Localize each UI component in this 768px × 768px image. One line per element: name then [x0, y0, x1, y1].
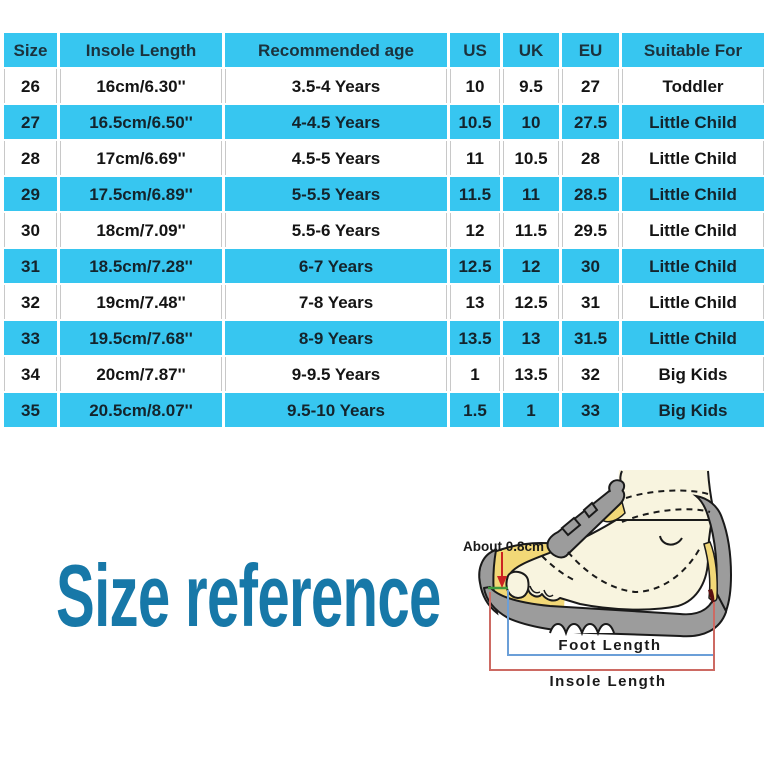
table-cell: 11 [503, 177, 559, 211]
table-cell: 8-9 Years [225, 321, 447, 355]
table-cell: 1 [450, 357, 500, 391]
table-cell: 27 [562, 69, 619, 103]
column-header: Recommended age [225, 33, 447, 67]
table-row [4, 105, 764, 139]
table-cell: 16cm/6.30'' [60, 69, 222, 103]
table-cell: 3.5-4 Years [225, 69, 447, 103]
table-cell: 12.5 [450, 249, 500, 283]
column-header: Size [4, 33, 57, 67]
table-row [4, 357, 764, 391]
gap-label: About 0.8cm [463, 539, 545, 554]
table-cell: 1 [503, 393, 559, 427]
column-header: Insole Length [60, 33, 222, 67]
table-row [4, 213, 764, 247]
table-cell: Big Kids [622, 393, 764, 427]
table-cell: Little Child [622, 285, 764, 319]
table-cell: Little Child [622, 105, 764, 139]
table-cell: 9.5 [503, 69, 559, 103]
table-cell: 12 [450, 213, 500, 247]
table-cell: 20.5cm/8.07'' [60, 393, 222, 427]
table-row [4, 69, 764, 103]
table-cell: 10 [503, 105, 559, 139]
table-cell: 35 [4, 393, 57, 427]
table-cell: 19cm/7.48'' [60, 285, 222, 319]
foot-illustration [506, 520, 712, 610]
table-cell: 32 [562, 357, 619, 391]
table-cell: 6-7 Years [225, 249, 447, 283]
table-cell: 28.5 [562, 177, 619, 211]
table-cell: 16.5cm/6.50'' [60, 105, 222, 139]
table-cell: 13 [503, 321, 559, 355]
table-cell: 9-9.5 Years [225, 357, 447, 391]
table-cell: 17cm/6.69'' [60, 141, 222, 175]
table-cell: 11 [450, 141, 500, 175]
table-cell: 10.5 [503, 141, 559, 175]
table-cell: 30 [562, 249, 619, 283]
table-cell: 18.5cm/7.28'' [60, 249, 222, 283]
table-cell: 1.5 [450, 393, 500, 427]
table-header-row [4, 33, 764, 67]
table-cell: 5.5-6 Years [225, 213, 447, 247]
table-cell: 4.5-5 Years [225, 141, 447, 175]
table-cell: 29.5 [562, 213, 619, 247]
table-cell: Little Child [622, 249, 764, 283]
table-cell: 20cm/7.87'' [60, 357, 222, 391]
table-row [4, 321, 764, 355]
table-cell: 27 [4, 105, 57, 139]
table-cell: 33 [4, 321, 57, 355]
table-row [4, 177, 764, 211]
table-cell: 11.5 [503, 213, 559, 247]
table-cell: 13 [450, 285, 500, 319]
table-cell: 18cm/7.09'' [60, 213, 222, 247]
table-cell: Little Child [622, 213, 764, 247]
table-cell: Toddler [622, 69, 764, 103]
table-cell: 34 [4, 357, 57, 391]
table-cell: 12.5 [503, 285, 559, 319]
table-cell: 31.5 [562, 321, 619, 355]
table-cell: 28 [562, 141, 619, 175]
table-row [4, 285, 764, 319]
table-cell: 27.5 [562, 105, 619, 139]
table-cell: 13.5 [450, 321, 500, 355]
table-cell: 17.5cm/6.89'' [60, 177, 222, 211]
leg-illustration [616, 470, 714, 520]
table-cell: Little Child [622, 177, 764, 211]
table-cell: 5-5.5 Years [225, 177, 447, 211]
table-cell: 32 [4, 285, 57, 319]
table-row [4, 393, 764, 427]
size-reference-title: Size reference [56, 546, 441, 645]
table-cell: 11.5 [450, 177, 500, 211]
table-body [4, 69, 764, 427]
table-row [4, 141, 764, 175]
column-header: US [450, 33, 500, 67]
table-cell: 31 [4, 249, 57, 283]
table-cell: 19.5cm/7.68'' [60, 321, 222, 355]
table-row [4, 249, 764, 283]
table-cell: 28 [4, 141, 57, 175]
table-cell: 30 [4, 213, 57, 247]
column-header: EU [562, 33, 619, 67]
column-header: UK [503, 33, 559, 67]
column-header: Suitable For [622, 33, 764, 67]
table-cell: 31 [562, 285, 619, 319]
foot-length-label: Foot Length [558, 637, 662, 654]
table-cell: 7-8 Years [225, 285, 447, 319]
table-cell: 13.5 [503, 357, 559, 391]
table-cell: 9.5-10 Years [225, 393, 447, 427]
size-chart-table [1, 31, 767, 429]
table-cell: Little Child [622, 141, 764, 175]
table-cell: Little Child [622, 321, 764, 355]
table-cell: 4-4.5 Years [225, 105, 447, 139]
table-cell: 29 [4, 177, 57, 211]
table-cell: Big Kids [622, 357, 764, 391]
table-cell: 10 [450, 69, 500, 103]
table-cell: 10.5 [450, 105, 500, 139]
table-cell: 33 [562, 393, 619, 427]
insole-length-label: Insole Length [549, 673, 667, 690]
shoe-measurement-diagram [450, 440, 768, 700]
table-cell: 26 [4, 69, 57, 103]
table-cell: 12 [503, 249, 559, 283]
